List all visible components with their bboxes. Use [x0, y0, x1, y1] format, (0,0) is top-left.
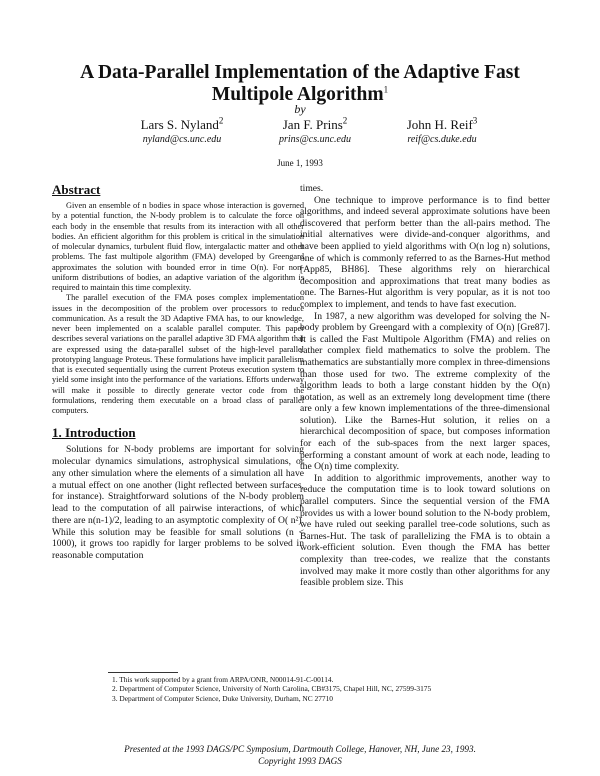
- left-column: [52, 182, 304, 562]
- venue-line-1: Presented at the 1993 DAGS/PC Symposium, Dartmouth College, Hanover, NH, June 23, 1993.: [124, 744, 476, 754]
- footnote-rule: [108, 672, 178, 673]
- venue-notice: [0, 743, 600, 767]
- author-name: John H. Reif: [406, 117, 473, 132]
- author-name: Jan F. Prins: [282, 117, 343, 132]
- author-reif: [372, 117, 512, 147]
- author-mark: 2: [342, 115, 348, 126]
- abstract-heading: [52, 182, 304, 197]
- intro-heading-text: 1. Introduction: [52, 425, 136, 441]
- abstract-paragraph: The parallel execution of the FMA poses complex implementation issues in the decomposition of the problem over processors to reduce communication. As a result the 3D Adaptive FMA has, to our knowledge, never been implemented on a scalable parallel computer. This paper describes several variations on the parallel adaptive 3D FMA algorithm that are expressed using the data-parallel subset of the high-level parallel prototyping language Proteus. These formulations have implicit parallelism that is executed sequentially using the current Proteus execution system to yield some insight into the performance of the variations. Efforts underway will make it possible to directly generate vector code from the formulations, rendering them executable on a broad class of parallel computers.: [52, 293, 304, 415]
- title-footnote-mark: 1: [383, 84, 389, 95]
- footnote-2: 2. Department of Computer Science, University of North Carolina, CB#3175, Chapel Hill, NC, 27599-3175: [112, 684, 432, 694]
- title-line-1: A Data-Parallel Implementation of the Adaptive Fast: [80, 62, 520, 83]
- abstract-paragraph: Given an ensemble of n bodies in space whose interaction is governed by a potential function, the N-body problem is to calculate the force on each body in the ensemble that results from its interaction with all other bodies. An efficient algorithm for this problem is critical in the simulation of molecular dynamics, turbulent fluid flow, intergalactic matter and other problems. The fast multipole algorithm (FMA) developed by Greengard approximates the solution with bounded error in time O(n). For non-uniform distributions of bodies, an adaptive variation of the algorithm is required to maintain this time complexity.: [52, 201, 304, 292]
- body-paragraph: In addition to algorithmic improvements, another way to reduce the computation time is to look toward solutions on parallel computers. Since the sequential version of the FMA provides us with a lower bound solution to the N-body problem, we have ruled out seeking parallel tree-code solutions, such as Barnes-Hut. The task of parallelizing the FMA is to obtain a work-efficient solution. Even though the FMA has better complexity than tree-codes, we realize that the constants involved may make it more costly than other algorithms for any feasible problem size. This: [300, 472, 550, 589]
- body-paragraph: times.: [300, 183, 324, 194]
- abstract-heading-text: Abstract: [52, 182, 101, 197]
- footnotes: [112, 675, 572, 703]
- footnote-3: 3. Department of Computer Science, Duke University, Durham, NC 27710: [112, 693, 333, 703]
- paper-title: [0, 62, 600, 106]
- copyright-line: Copyright 1993 DAGS: [258, 756, 342, 766]
- body-paragraph: In 1987, a new algorithm was developed for solving the N-body problem by Greengard with a complexity of O(n) [Gre87]. It is called the Fast Multipole Algorithm (FMA) and relies on rather complex field mathematics to solve the problem. The mathematics are substantially more complex in three-dimensions than those used for two. The extreme complexity of the algorithm leads to both a large constant hidden by the O(n) notation, as well as an extremely long development time (there are only a few known implementations of the three-dimensional solution). Like the Barnes-Hut solution, it relies on a hierarchical decomposition of space, but composes information for each of the sub-spaces from the next larger spaces, performing a constant amount of work at each node, leading to the O(n) time complexity.: [300, 310, 550, 473]
- title-line-2-text: Multipole Algorithm: [211, 84, 384, 105]
- intro-paragraph: Solutions for N-body problems are important for solving molecular dynamics simulations, astrophysical simulations, or any other simulation where the elements of a simulation all have a mutual effect on one another (light reflected between surfaces, for instance). Straightforward solutions of the N-body problem lead to the computation of all pairwise interactions, of which there are n(n-1)/2, leading to an asymptotic complexity of O( n²). While this solution may be feasible for small solutions (n < 1000), it grows too rapidly for larger problems to be solved in reasonable computation: [52, 444, 304, 561]
- body-paragraph: One technique to improve performance is to find better algorithms, and indeed several approximate solutions have been discovered that perform better than the all-pairs method. The initial alternatives were divide-and-conquer algorithms, and have been applied to yield algorithms with O(n log n) solutions, one of which is commonly referred to as the Barnes-Hut method [App85, BH86]. These algorithms rely on hierarchical decomposition and approximations that treat many bodies as one. The Barnes-Hut algorithm is very popular, as it is not too complex to implement, and tends to have fast execution.: [300, 194, 550, 310]
- author-mark: 3: [472, 115, 478, 126]
- author-prins: [245, 117, 385, 147]
- author-name: Lars S. Nyland: [140, 117, 219, 132]
- by-line: by: [294, 102, 306, 116]
- right-column: [300, 183, 550, 589]
- author-email: reif@cs.duke.edu: [407, 134, 477, 145]
- paper-date: June 1, 1993: [277, 158, 323, 168]
- author-mark: 2: [218, 115, 224, 126]
- author-email: nyland@cs.unc.edu: [142, 134, 222, 145]
- author-nyland: [112, 117, 252, 147]
- author-email: prins@cs.unc.edu: [279, 134, 351, 145]
- intro-heading: [52, 425, 304, 440]
- footnote-1: 1. This work supported by a grant from ARPA/ONR, N00014-91-C-00114.: [112, 675, 334, 684]
